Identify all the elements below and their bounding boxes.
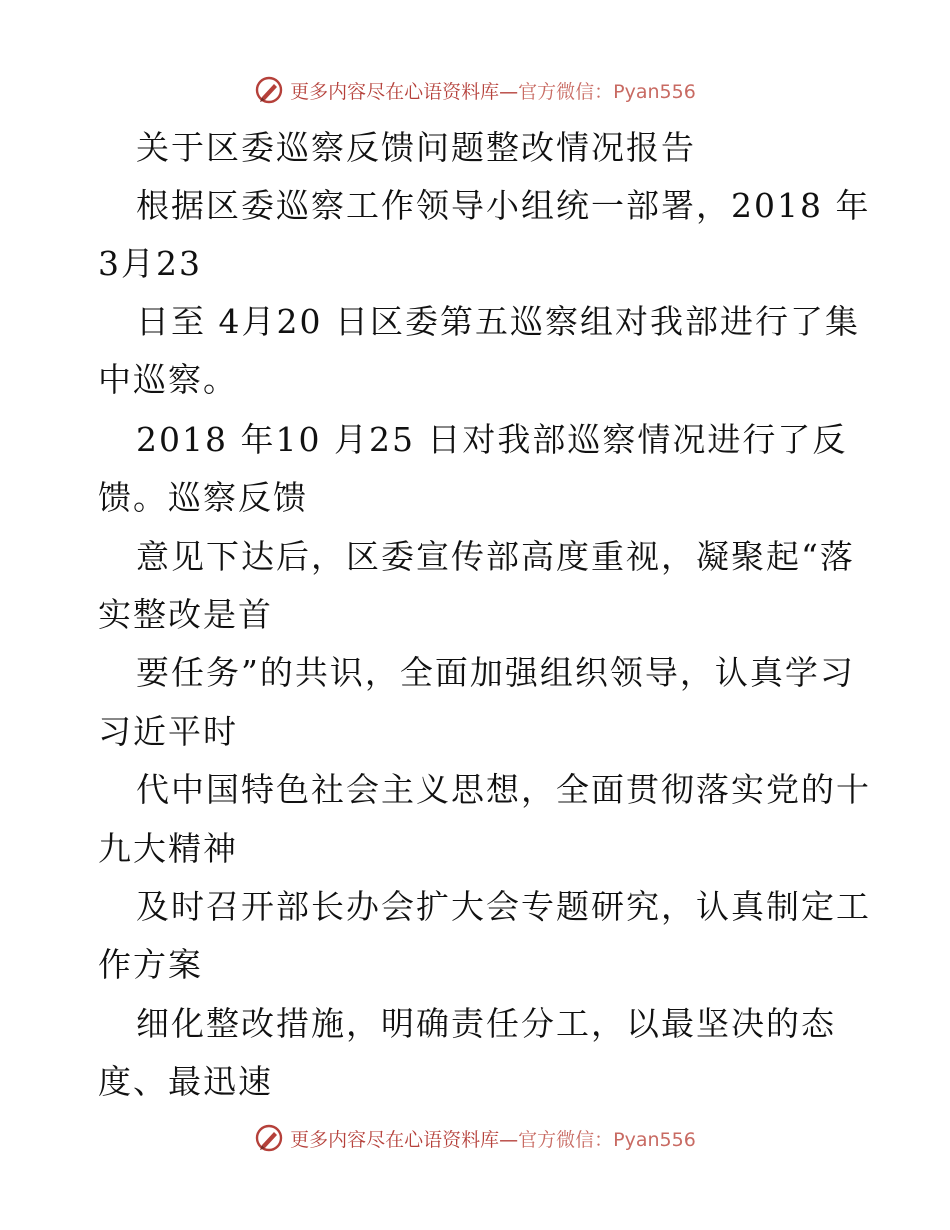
watermark-text xyxy=(290,77,696,104)
paragraph-line: 意见下达后，区委宣传部高度重视，凝聚起“落 xyxy=(136,537,855,576)
document-title: 关于区委巡察反馈问题整改情况报告 xyxy=(136,128,696,167)
paragraph-line: 2018 年10 月25 日对我部巡察情况进行了反 xyxy=(136,420,848,459)
watermark-contact: 官方微信：Pyan556 xyxy=(518,1128,696,1151)
paragraph-line: 3月23 xyxy=(98,244,202,283)
watermark-text xyxy=(290,1125,696,1152)
watermark-separator: — xyxy=(499,1128,519,1151)
watermark-separator: — xyxy=(499,80,519,103)
paragraph-line: 根据区委巡察工作领导小组统一部署，2018 年 xyxy=(136,186,871,225)
pen-logo-icon xyxy=(254,75,284,105)
pen-logo-icon xyxy=(254,1123,284,1153)
paragraph-line: 实整改是首 xyxy=(98,595,273,634)
paragraph-line: 度、最迅速 xyxy=(98,1062,273,1101)
paragraph-line: 细化整改措施，明确责任分工，以最坚决的态 xyxy=(136,1004,836,1043)
header-watermark xyxy=(0,72,950,108)
paragraph-line: 习近平时 xyxy=(98,712,238,751)
footer-watermark xyxy=(0,1120,950,1156)
paragraph-line: 馈。巡察反馈 xyxy=(98,478,308,517)
paragraph-line: 要任务”的共识，全面加强组织领导，认真学习 xyxy=(136,653,855,692)
watermark-brand: 更多内容尽在心语资料库 xyxy=(290,80,500,103)
watermark-contact: 官方微信：Pyan556 xyxy=(518,80,696,103)
paragraph-line: 作方案 xyxy=(98,945,203,984)
watermark-brand: 更多内容尽在心语资料库 xyxy=(290,1128,500,1151)
paragraph-line: 及时召开部长办会扩大会专题研究，认真制定工 xyxy=(136,887,871,926)
paragraph-line: 代中国特色社会主义思想，全面贯彻落实党的十 xyxy=(136,770,871,809)
paragraph-line: 中巡察。 xyxy=(98,360,238,399)
paragraph-line: 日至 4月20 日区委第五巡察组对我部进行了集 xyxy=(136,302,860,341)
paragraph-line: 九大精神 xyxy=(98,829,238,868)
